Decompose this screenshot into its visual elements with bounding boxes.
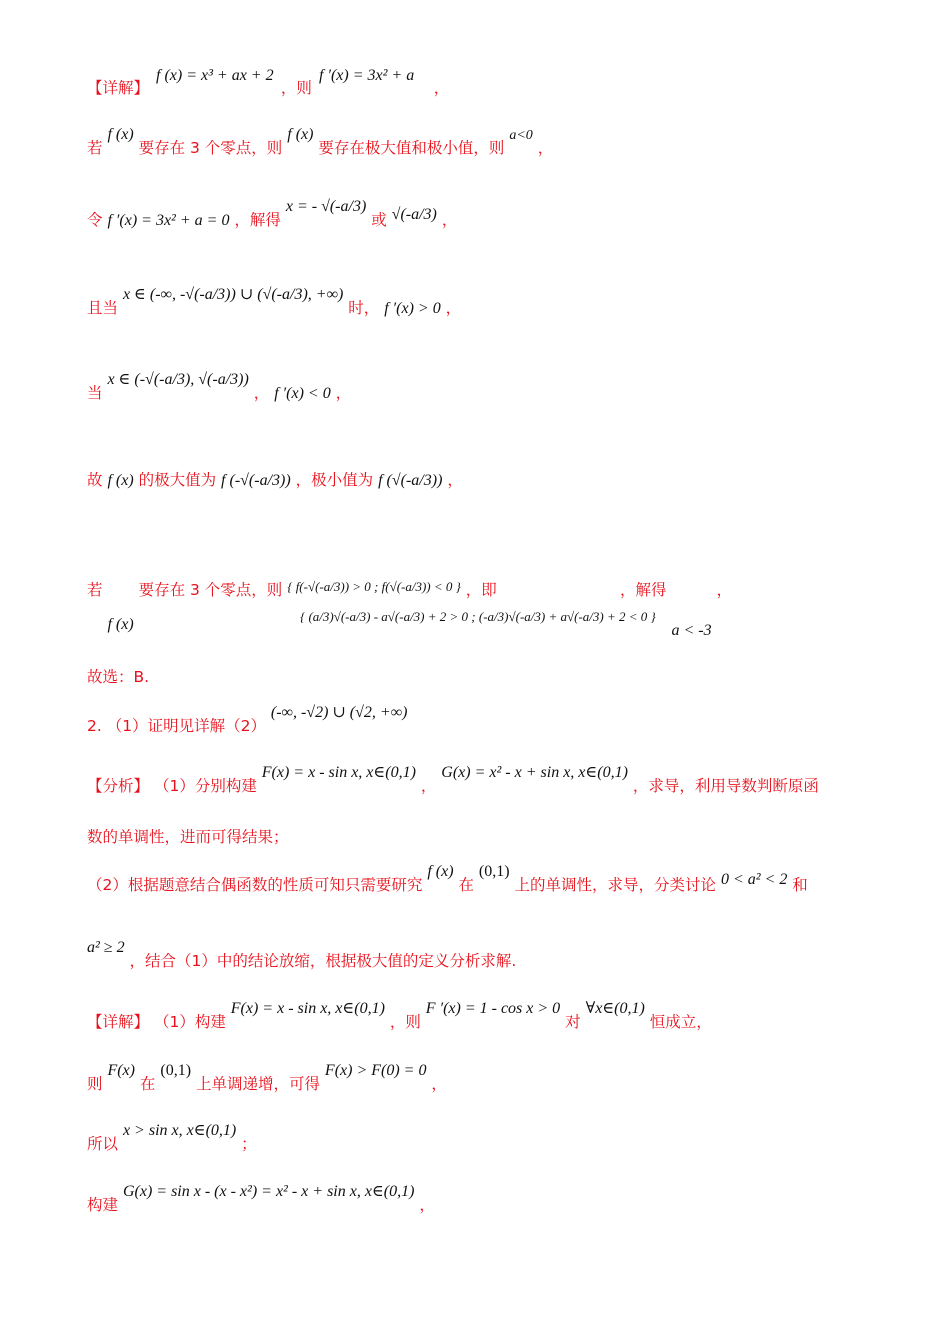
formula-f-text: f (x) = x³ + ax + 2 [155,67,274,85]
text-semicolon: ； [241,1135,257,1153]
text-shi: 时， [348,299,380,317]
line-7b [300,606,890,627]
text-comma-7: ， [716,581,733,599]
line-9 [87,704,890,737]
text-dang: 当 [87,384,103,402]
text-build-3: 构建 [87,1196,119,1214]
text-extrema: 要存在极大值和极小值，则 [318,139,505,157]
formula-interval-union: x ∈ (-∞, -√(-a/3)) ∪ (√(-a/3), +∞) [122,286,344,303]
text-suoyi: 所以 [87,1135,119,1153]
text-gu: 故 [87,471,103,489]
text-q2-heading: 2. （1）证明见详解（2） [87,717,266,735]
line-10 [87,764,890,797]
formula-f-svg [154,64,276,86]
text-min-value: ，极小值为 [295,471,374,489]
text-monotonic: 数的单调性，进而可得结果； [87,828,289,846]
line-3 [87,198,890,231]
text-and: 和 [792,876,808,894]
formula-x-pos-root: √(-a/3) [391,206,437,223]
text-part2: （2）根据题意结合偶函数的性质可知只需要研究 [87,876,423,894]
text-then-2: ，则 [389,1013,421,1031]
text-ruo: 若 [87,139,103,157]
text-comma-4: ， [445,299,462,317]
line-7c [620,580,890,639]
text-comma: ， [433,79,450,97]
text-derive: ，求导，利用导数判断原函 [632,777,819,795]
formula-F-def-2: F(x) = x - sin x, x∈(0,1) [230,1000,385,1017]
formula-fx-1: f (x) [107,126,134,143]
text-build-2: （1）构建 [153,1013,226,1031]
formula-answer-interval: (-∞, -√2) ∪ (√2, +∞) [270,704,408,721]
formula-Fx: F(x) [107,1062,135,1079]
label-detail-2: 【详解】 [87,1013,150,1031]
text-comma-15: ， [431,1075,447,1093]
line-1 [87,67,890,100]
text-comma-2: ， [537,139,554,157]
formula-interval-01-2: (0,1) [160,1062,192,1079]
formula-x-gt-sinx: x > sin x, x∈(0,1) [122,1122,237,1139]
text-or: 或 [371,211,387,229]
formula-G-def-2: G(x) = sin x - (x - x²) = x² - x + sin x, x∈(0,1) [122,1183,415,1200]
formula-f [154,64,276,86]
formula-F-gt-F0: F(x) > F(0) = 0 [324,1062,427,1079]
line-17 [87,1183,890,1216]
formula-fprime-pos: f ′(x) > 0 [384,300,441,317]
formula-G-def: G(x) = x² - x + sin x, x∈(0,1) [441,764,628,781]
formula-fx-2: f (x) [287,126,314,143]
text-solve: ，解得 [234,211,281,229]
formula-fprime-neg: f ′(x) < 0 [274,385,331,402]
text-classify: 上的单调性，求导，分类讨论 [514,876,717,894]
text-comma-5b: ， [335,384,352,402]
text-holds: 恒成立， [649,1013,712,1031]
line-5 [87,371,890,404]
text-solve-2: ，解得 [620,581,667,599]
line-13 [87,939,890,972]
text-ruo-2: 若 [87,581,103,599]
formula-fprime-zero: f ′(x) = 3x² + a = 0 [107,212,230,229]
formula-forall: ∀x∈(0,1) [585,1000,645,1017]
text-ji: ，即 [465,581,497,599]
formula-interval-mid: x ∈ (-√(-a/3), √(-a/3)) [107,371,249,388]
formula-Fprime: F ′(x) = 1 - cos x > 0 [425,1000,561,1017]
line-6 [87,470,890,491]
text-answer-b: 故选：B. [87,668,150,686]
text-increasing: 上单调递增，可得 [195,1075,320,1093]
formula-a2-ge-2: a² ≥ 2 [87,939,125,956]
line-14 [87,1000,890,1033]
text-3-zeros-2: 要存在 3 个零点，则 [138,581,283,599]
formula-system-1: { f(-√(-a/3)) > 0 ; f(√(-a/3)) < 0 } [287,579,461,594]
formula-fprime-text: f ′(x) = 3x² + a [318,67,415,85]
text-dui: 对 [565,1013,581,1031]
text-zai: 在 [458,876,474,894]
line-8 [87,667,890,687]
text-ze: 则 [87,1075,103,1093]
formula-f-max: f (-√(-a/3)) [221,472,291,489]
line-15 [87,1062,890,1095]
formula-a2-range: 0 < a² < 2 [720,871,788,888]
formula-fprime [317,64,429,86]
formula-interval-01: (0,1) [478,863,510,880]
line-2 [87,126,890,160]
text-comma-5a: ， [253,384,270,402]
text-build: （1）分别构建 [153,777,257,795]
formula-a-lt-0: a<0 [509,128,533,143]
line-11 [87,827,890,847]
text-comma-10: ， [420,777,437,795]
formula-fx-3: f (x) [107,472,134,489]
formula-x-neg-root: x = - √(-a/3) [285,198,367,215]
formula-F-def: F(x) = x - sin x, x∈(0,1) [261,764,416,781]
text-3-zeros: 要存在 3 个零点，则 [138,139,283,157]
text-then: ，则 [280,79,312,97]
text-comma-3: ， [441,211,458,229]
label-analysis: 【分析】 [87,777,150,795]
formula-system-2: { (a/3)√(-a/3) - a√(-a/3) + 2 > 0 ; (-a/3)√(-a/3) + a√(-a/3) + 2 < 0 } [300,609,656,624]
text-comma-6: ， [447,471,463,489]
formula-fx-4: f (x) [107,616,134,633]
formula-fx-5: f (x) [427,863,454,880]
formula-a-lt-neg3: a < -3 [671,622,712,639]
text-ling: 令 [87,211,103,229]
line-4 [87,286,890,319]
text-combine: ，结合（1）中的结论放缩，根据极大值的定义分析求解. [129,952,517,970]
label-detail: 【详解】 [87,79,150,97]
text-max-value: 的极大值为 [138,471,217,489]
formula-f-min: f (√(-a/3)) [378,472,443,489]
formula-fprime-svg [317,64,429,86]
text-zai-2: 在 [139,1075,156,1093]
line-12 [87,863,890,896]
text-comma-17: ， [419,1196,435,1214]
text-qiedang: 且当 [87,299,119,317]
line-16 [87,1122,890,1155]
